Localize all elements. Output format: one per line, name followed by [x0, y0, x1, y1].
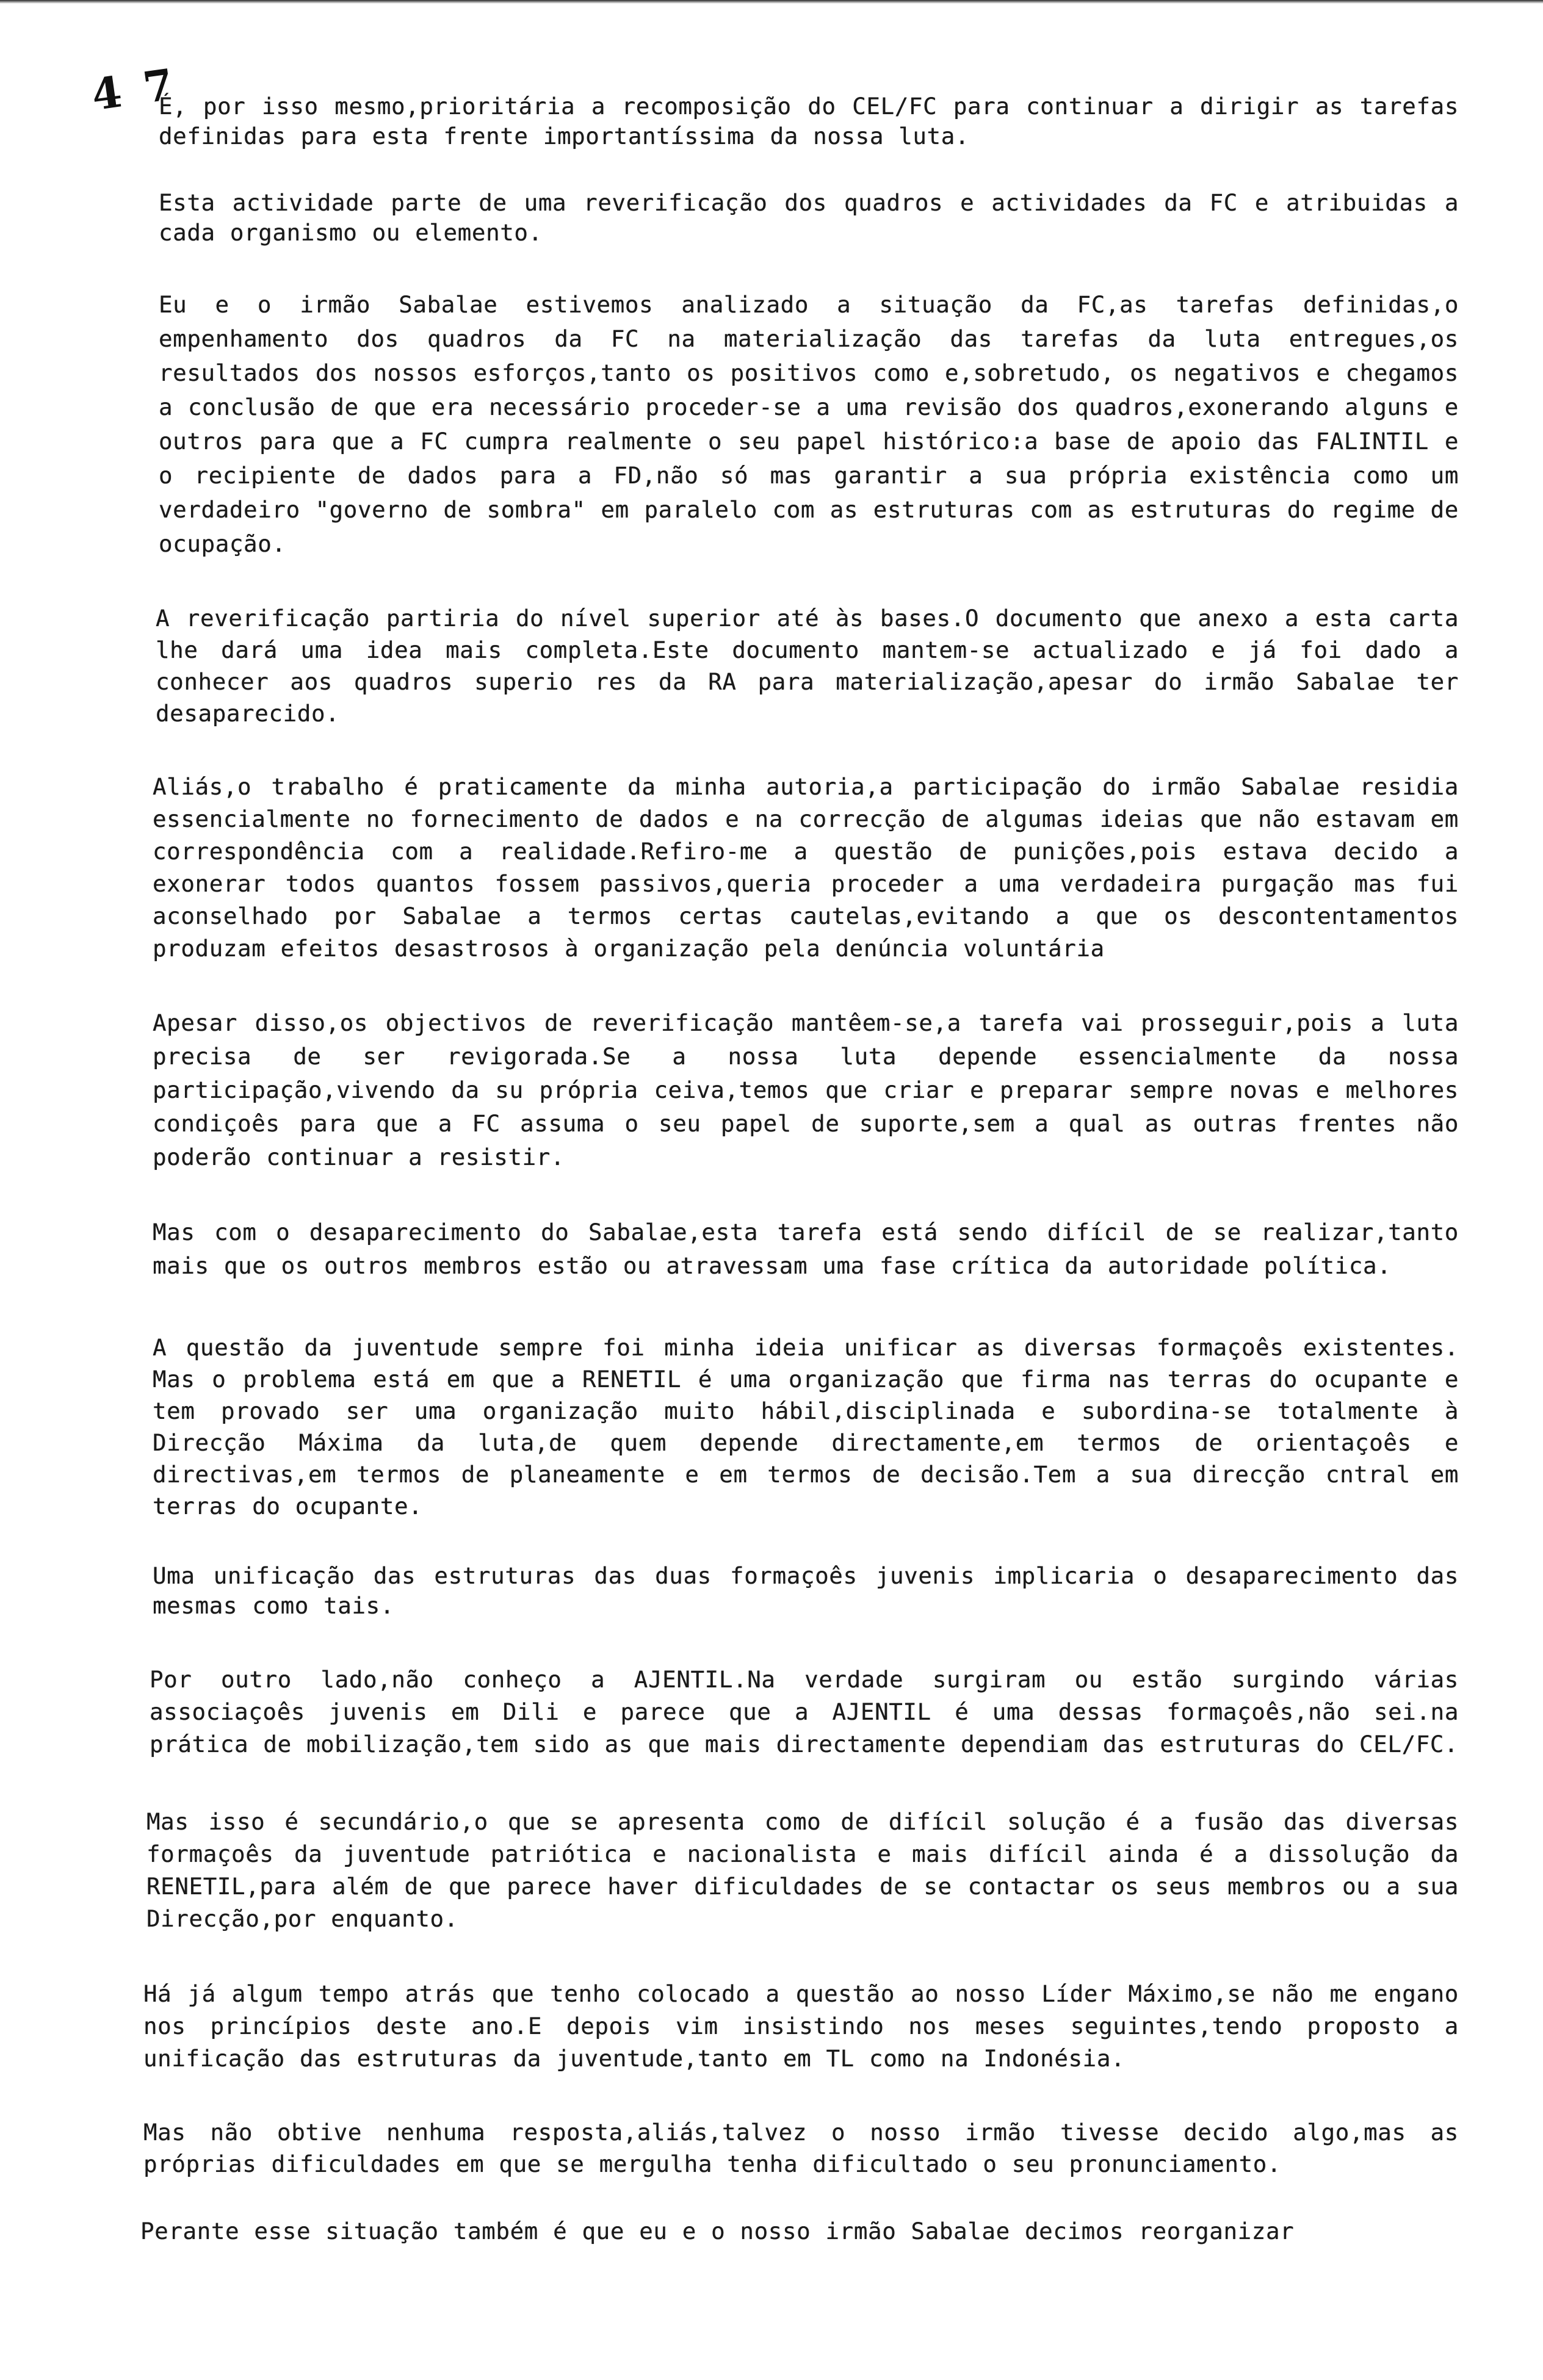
- paragraph-11: Mas isso é secundário,o que se apresenta como de difícil solução é a fusão das diversas formaçoês da juventude patriótica e nacionalista e mais difícil ainda é a dissolução da RENETIL,para além de que parece haver dificuldades de se contactar os seus membros ou a sua Direcção,por enquanto.: [146, 1808, 1459, 1932]
- handwritten-page-mark: 4 7: [88, 58, 180, 121]
- paragraph-12: Há já algum tempo atrás que tenho colocado a questão ao nosso Líder Máximo,se não me engano nos princípios deste ano.E depois vim insistindo nos meses seguintes,tendo proposto a unificação das estruturas da juventude,tanto em TL como na Indonésia.: [143, 1980, 1459, 2072]
- paragraph-13: Mas não obtive nenhuma resposta,aliás,talvez o nosso irmão tivesse decido algo,mas as próprias dificuldades em que se mergulha tenha dificultado o seu pronunciamento.: [143, 2119, 1459, 2177]
- paragraph-8: A questão da juventude sempre foi minha ideia unificar as diversas formaçoês existentes. Mas o problema está em que a RENETIL é uma organização que firma nas terras do ocupante e tem provado ser uma organização muito hábil,disciplinada e subordina-se totalmente à Direcção Máxima da luta,de quem depende directamente,em termos de orientaçoês e directivas,em termos de planeamente e em termos de decisão.Tem a sua direcção cntral em terras do ocupante.: [153, 1334, 1459, 1520]
- paragraph-1: É, por isso mesmo,prioritária a recomposição do CEL/FC para continuar a dirigir as tarefas definidas para esta frente importantíssima da nossa luta.: [159, 93, 1459, 150]
- paragraph-10: Por outro lado,não conheço a AJENTIL.Na verdade surgiram ou estão surgindo várias associaçoês juvenis em Dili e parece que a AJENTIL é uma dessas formaçoês,não sei.na prática de mobilização,tem sido as que mais directamente dependiam das estruturas do CEL/FC.: [150, 1666, 1459, 1758]
- paragraph-7: Mas com o desaparecimento do Sabalae,esta tarefa está sendo difícil de se realizar,tanto mais que os outros membros estão ou atravessam uma fase crítica da autoridade política.: [153, 1219, 1459, 1279]
- scan-top-edge: [0, 0, 1543, 4]
- paragraph-6: Apesar disso,os objectivos de reverificação mantêem-se,a tarefa vai prosseguir,pois a luta precisa de ser revigorada.Se a nossa luta depende essencialmente da nossa participação,vivendo da su própria ceiva,temos que criar e preparar sempre novas e melhores condiçoês para que a FC assuma o seu papel de suporte,sem a qual as outras frentes não poderão continuar a resistir.: [153, 1009, 1459, 1170]
- paragraph-2: Esta actividade parte de uma reverificação dos quadros e actividades da FC e atribuidas a cada organismo ou elemento.: [159, 189, 1459, 246]
- paragraph-4: A reverificação partiria do nível superior até às bases.O documento que anexo a esta carta lhe dará uma idea mais completa.Este documento mantem-se actualizado e já foi dado a conhecer aos quadros superio res da RA para materialização,apesar do irmão Sabalae ter desaparecido.: [156, 605, 1459, 727]
- paragraph-9: Uma unificação das estruturas das duas formaçoês juvenis implicaria o desaparecimento das mesmas como tais.: [153, 1562, 1459, 1619]
- paragraph-14: Perante esse situação também é que eu e o nosso irmão Sabalae decimos reorganizar: [140, 2218, 1295, 2245]
- paragraph-3: Eu e o irmão Sabalae estivemos analizado a situação da FC,as tarefas definidas,o empenhamento dos quadros da FC na materialização das tarefas da luta entregues,os resultados dos nossos esforços,tanto os positivos como e,sobretudo, os negativos e chegamos a conclusão de que era necessário proceder-se a uma revisão dos quadros,exonerando alguns e outros para que a FC cumpra realmente o seu papel histórico:a base de apoio das FALINTIL e o recipiente de dados para a FD,não só mas garantir a sua própria existência como um verdadeiro "governo de sombra" em paralelo com as estruturas com as estruturas do regime de ocupação.: [159, 291, 1459, 557]
- paragraph-5: Aliás,o trabalho é praticamente da minha autoria,a participação do irmão Sabalae residia essencialmente no fornecimento de dados e na correcção de algumas ideias que não estavam em correspondência com a realidade.Refiro-me a questão de punições,pois estava decido a exonerar todos quantos fossem passivos,queria proceder a uma verdadeira purgação mas fui aconselhado por Sabalae a termos certas cautelas,evitando a que os descontentamentos produzam efeitos desastrosos à organização pela denúncia voluntária: [153, 773, 1459, 962]
- typewritten-letter-body: [140, 92, 1459, 2246]
